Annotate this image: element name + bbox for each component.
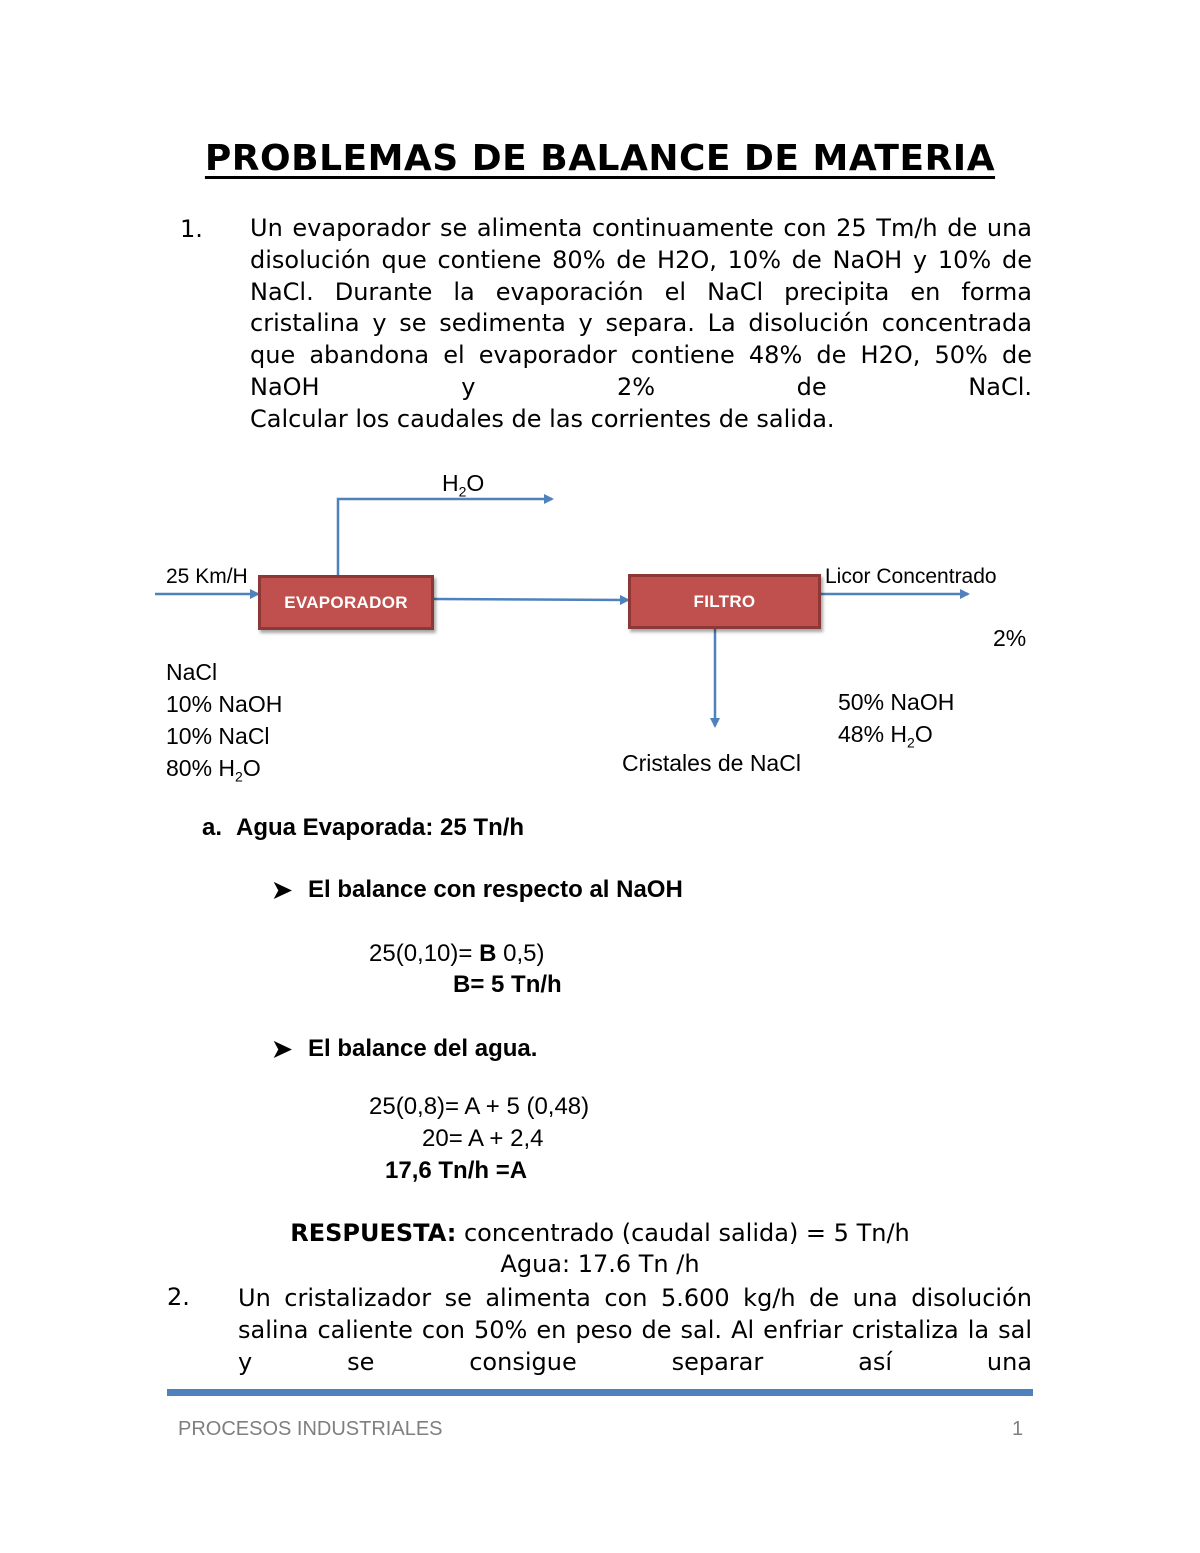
answer-line-1: RESPUESTA: concentrado (caudal salida) = 5 Tn/h [290,1219,910,1247]
feed-label: 25 Km/H [166,565,248,588]
page-number: 1 [1012,1418,1024,1440]
output-label: Licor Concentrado [825,565,997,588]
part-a-text: Agua Evaporada: 25 Tn/h [236,814,525,841]
output-composition: 50% NaOH 48% $H_2O$ [838,689,955,751]
problem-1-body: Un evaporador se alimenta continuamente con 25 Tm/h de una disolución que contiene 80% de H2O, 10% de NaOH y 10% de NaCl. Durante la evaporación el NaCl precipita en forma cristalina y se sedimenta y separa. La disolución concentrada que abandona el evaporador contiene 48% de H2O, 50% de NaOH y 2% de NaCl. [250,214,1032,401]
water-label: $H_2O$ [442,470,485,500]
equation-naoh-result: B= 5 Tn/h [453,971,562,998]
problem-2-number: 2. [167,1283,190,1311]
equation-naoh: 25(0,10)= B 0,5) [369,940,545,967]
crystals-label: Cristales de NaCl [622,750,801,776]
evaporator-box [258,575,434,630]
evap-to-filter-arrow [434,599,628,600]
footer-title: PROCESOS INDUSTRIALES [178,1418,443,1440]
filter-box [628,574,821,629]
page-title: PROBLEMAS DE BALANCE DE MATERIA [204,138,996,179]
problem-1-number: 1. [180,215,203,243]
balance-water-heading: El balance del agua. [308,1035,538,1062]
problem-2-text: Un cristalizador se alimenta con 5.600 kg/h de una disolución salina caliente con 50% en peso de sal. Al enfriar cristaliza la sal y se consigue separar así una [238,1284,1032,1376]
evaporator-label: EVAPORADOR [284,592,408,612]
equation-water-1: 25(0,8)= A + 5 (0,48) [369,1093,590,1120]
problem-1-question: Calcular los caudales de las corrientes de salida. [250,404,835,433]
part-a-marker: a. [202,814,223,841]
footer-divider [167,1389,1033,1396]
feed-composition: NaCl 10% NaOH 10% NaCl 80% $H_2O$ [166,659,283,785]
bullet-arrow-icon: ➤ [272,1036,293,1063]
filter-label: FILTRO [693,591,756,611]
balance-naoh-heading: El balance con respecto al NaOH [308,876,683,903]
answer-line-2: Agua: 17.6 Tn /h [500,1250,700,1278]
output-pct: 2% [993,625,1027,651]
bullet-arrow-icon: ➤ [272,877,293,904]
water-arrow [338,499,552,585]
equation-water-2: 20= A + 2,4 [422,1125,544,1152]
equation-water-result: 17,6 Tn/h =A [385,1157,528,1184]
